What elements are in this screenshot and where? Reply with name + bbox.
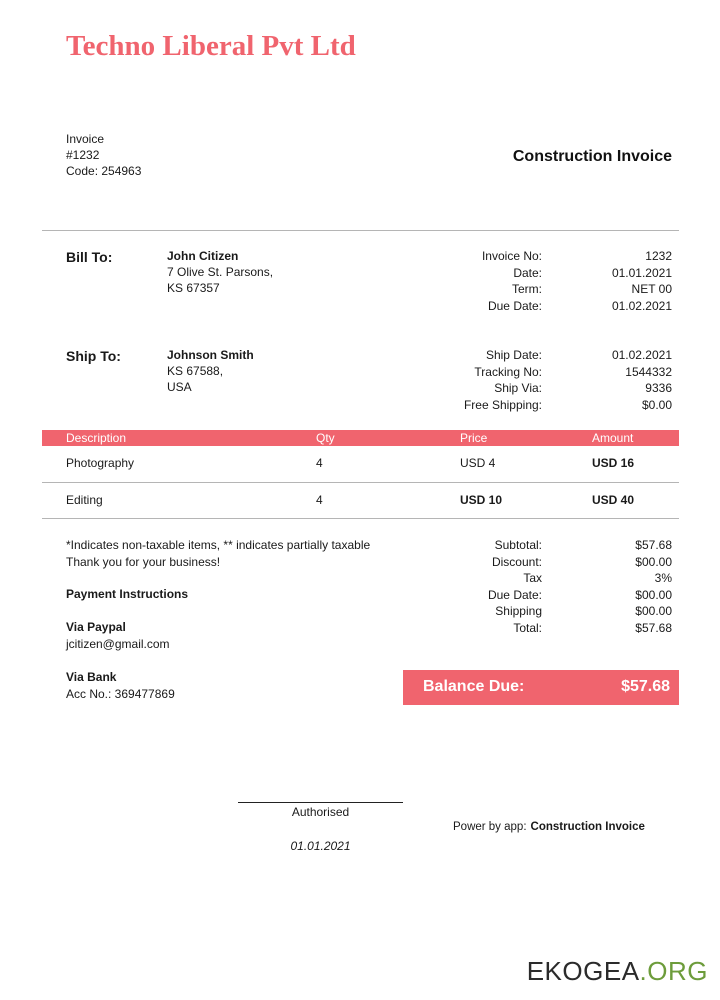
- column-header-amount: Amount: [592, 431, 634, 445]
- info-row: [422, 281, 672, 298]
- powered-by: [453, 821, 645, 833]
- ship-to-line: KS 67588,: [167, 364, 224, 378]
- total-value: $00.00: [635, 604, 672, 618]
- ship-row: [422, 380, 672, 397]
- total-row: [422, 587, 672, 604]
- info-key: Date:: [513, 265, 542, 280]
- info-key: Term:: [512, 282, 542, 296]
- bank-heading: Via Bank: [66, 670, 117, 684]
- column-header-description: Description: [66, 431, 127, 445]
- cell-amount: USD 16: [592, 456, 635, 470]
- total-value: $57.68: [635, 620, 672, 635]
- info-key: Due Date:: [487, 298, 542, 313]
- ship-row: [422, 347, 672, 364]
- bill-to-line: KS 67357: [167, 281, 220, 295]
- total-row: [422, 537, 672, 554]
- cell-qty: 4: [316, 456, 323, 470]
- paypal-email: jcitizen@gmail.com: [66, 637, 170, 651]
- meta-number: #1232: [66, 148, 100, 162]
- total-value: 3%: [654, 571, 672, 585]
- totals: [422, 537, 672, 636]
- info-value: 01.02.2021: [611, 298, 672, 313]
- row-divider: [42, 482, 679, 483]
- watermark-main: EKOGEA: [526, 956, 640, 986]
- paypal-heading: Via Paypal: [66, 620, 126, 634]
- total-key: Total:: [513, 620, 542, 635]
- ship-value: 1544332: [625, 364, 672, 379]
- ship-key: Ship Via:: [494, 381, 542, 395]
- shipping-info: [422, 347, 672, 413]
- info-row: [422, 298, 672, 315]
- bill-to-line: 7 Olive St. Parsons,: [167, 265, 274, 279]
- info-value: NET 00: [631, 282, 672, 296]
- info-value: 01.01.2021: [611, 265, 672, 280]
- total-key: Tax: [523, 571, 542, 585]
- column-header-price: Price: [460, 431, 488, 445]
- total-row: [422, 620, 672, 637]
- ship-key: Free Shipping:: [463, 397, 542, 412]
- document-title: Construction Invoice: [512, 148, 672, 165]
- balance-due-amount: $57.68: [621, 678, 670, 695]
- cell-qty: 4: [316, 493, 323, 507]
- table-header: [42, 430, 679, 446]
- total-value: $00.00: [635, 587, 672, 602]
- signature-label: Authorised: [291, 805, 350, 819]
- cell-description: Editing: [66, 493, 103, 507]
- meta-label: Invoice: [66, 132, 105, 146]
- company-name: Techno Liberal Pvt Ltd: [66, 30, 356, 62]
- bill-to-address: [167, 248, 273, 296]
- ship-value: 9336: [645, 381, 672, 395]
- total-row: [422, 554, 672, 571]
- total-row: [422, 570, 672, 587]
- total-value: $57.68: [635, 538, 672, 552]
- ship-key: Ship Date:: [485, 348, 542, 362]
- ship-key: Tracking No:: [474, 364, 542, 379]
- info-row: [422, 248, 672, 265]
- ship-to-name: Johnson Smith: [167, 348, 254, 362]
- total-row: [422, 603, 672, 620]
- signature-line: [238, 802, 403, 803]
- cell-price: USD 10: [460, 493, 503, 507]
- info-key: Invoice No:: [481, 249, 542, 263]
- ship-row: [422, 397, 672, 414]
- tax-note: *Indicates non-taxable items, ** indicates partially taxable: [66, 538, 371, 552]
- bill-to-name: John Citizen: [167, 249, 239, 263]
- ship-value: $0.00: [641, 397, 672, 412]
- balance-due-box: [403, 670, 679, 705]
- bill-to-label: Bill To:: [66, 249, 113, 265]
- ship-to-line: USA: [167, 380, 192, 394]
- watermark-logo: [527, 956, 708, 987]
- total-key: Discount:: [491, 554, 542, 569]
- invoice-meta: [66, 131, 141, 179]
- info-value: 1232: [645, 249, 672, 263]
- meta-code: Code: 254963: [66, 164, 142, 178]
- ship-to-address: [167, 347, 254, 395]
- ship-to-label: Ship To:: [66, 348, 121, 364]
- cell-amount: USD 40: [592, 493, 635, 507]
- powered-by-prefix: Power by app:: [453, 821, 527, 833]
- info-row: [422, 265, 672, 282]
- signature-date: 01.01.2021: [290, 839, 351, 853]
- total-value: $00.00: [635, 554, 672, 569]
- ship-value: 01.02.2021: [611, 348, 672, 362]
- payment-instructions-heading: Payment Instructions: [66, 587, 189, 601]
- total-key: Due Date:: [487, 587, 542, 602]
- powered-by-app: Construction Invoice: [530, 821, 645, 833]
- notes: [66, 537, 370, 570]
- total-key: Subtotal:: [494, 538, 542, 552]
- divider: [42, 230, 679, 231]
- ship-row: [422, 364, 672, 381]
- watermark-suffix: .ORG: [639, 956, 708, 986]
- invoice-info: [422, 248, 672, 314]
- column-header-qty: Qty: [316, 431, 335, 445]
- table-row: [42, 456, 679, 476]
- cell-price: USD 4: [460, 456, 496, 470]
- thank-you-note: Thank you for your business!: [66, 554, 221, 569]
- bank-account: Acc No.: 369477869: [66, 687, 175, 701]
- cell-description: Photography: [66, 456, 135, 470]
- total-key: Shipping: [495, 604, 542, 618]
- balance-due-label: Balance Due:: [423, 678, 525, 695]
- row-divider: [42, 518, 679, 519]
- table-row: [42, 493, 679, 513]
